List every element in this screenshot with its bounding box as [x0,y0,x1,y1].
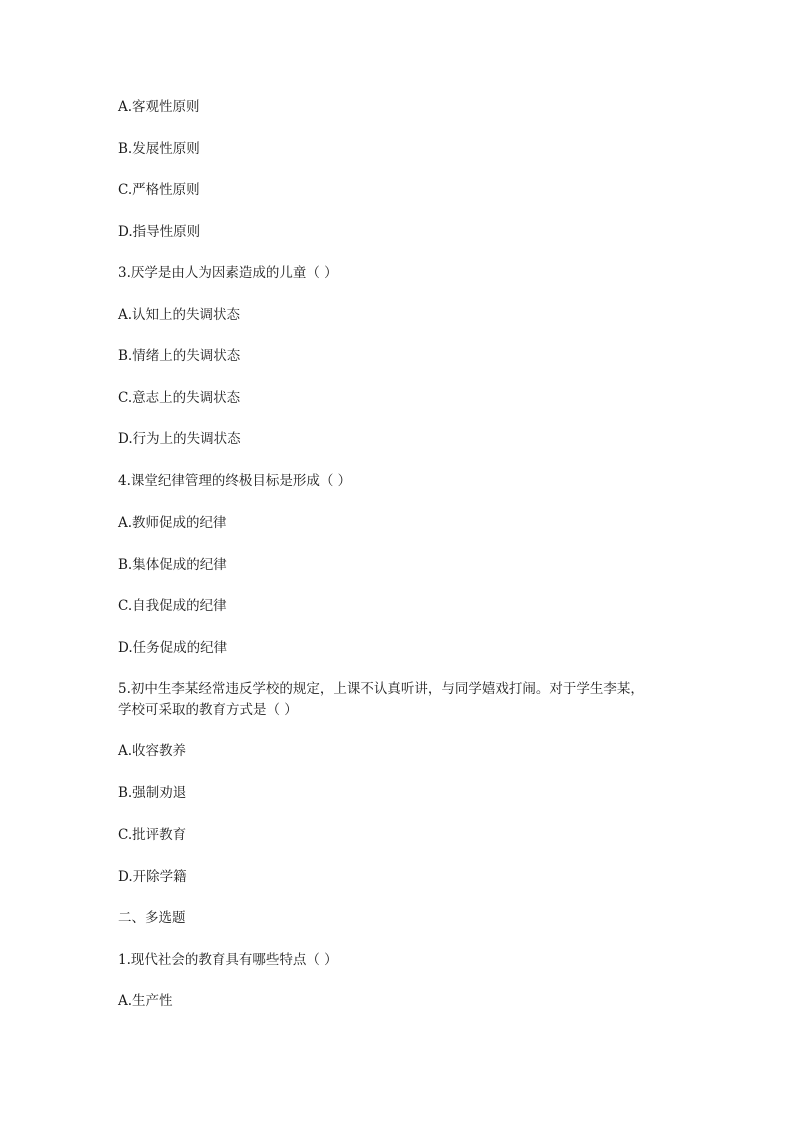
q3-option-a: A.认知上的失调状态 [118,307,241,323]
q3-option-c: C.意志上的失调状态 [118,390,241,406]
option-b-development: B.发展性原则 [118,141,200,157]
q5-option-a: A.收容教养 [118,743,187,759]
q3-option-b: B.情绪上的失调状态 [118,348,241,364]
q4-option-d: D.任务促成的纪律 [118,640,228,656]
option-c-strictness: C.严格性原则 [118,182,200,198]
option-d-guidance: D.指导性原则 [118,224,201,240]
multi-q1-option-a: A.生产性 [118,993,173,1009]
q5-option-b: B.强制劝退 [118,785,187,801]
q4-option-c: C.自我促成的纪律 [118,598,227,614]
q5-option-c: C.批评教育 [118,827,187,843]
section-heading-multiple-choice: 二、多选题 [118,910,186,926]
q4-option-b: B.集体促成的纪律 [118,557,227,573]
question-3: 3.厌学是由人为因素造成的儿童（ ） [118,265,338,281]
multi-question-1: 1.现代社会的教育具有哪些特点（ ） [118,952,338,968]
q4-option-a: A.教师促成的纪律 [118,515,227,531]
q3-option-d: D.行为上的失调状态 [118,431,241,447]
question-5-line-2: 学校可采取的教育方式是（ ） [118,702,298,718]
question-5-line-1: 5.初中生李某经常违反学校的规定，上课不认真听讲，与同学嬉戏打闹。对于学生李某， [118,681,644,697]
option-a-objectivity: A.客观性原则 [118,99,200,115]
question-4: 4.课堂纪律管理的终极目标是形成（ ） [118,473,352,489]
q5-option-d: D.开除学籍 [118,869,187,885]
